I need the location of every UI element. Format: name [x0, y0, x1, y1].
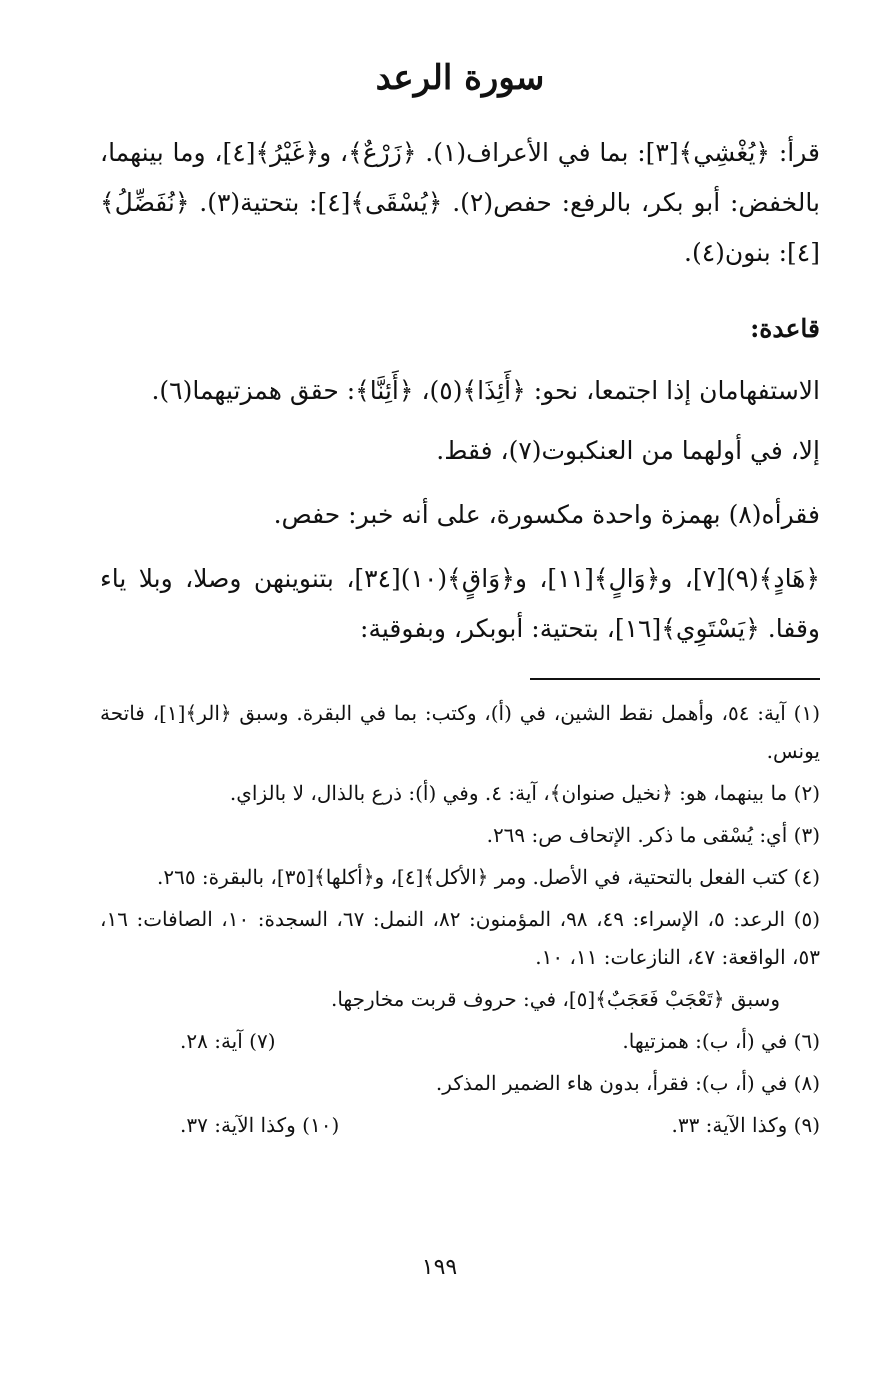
footnote-3: (٣) أي: يُسْقى ما ذكر. الإتحاف ص: ٢٦٩.: [486, 823, 820, 847]
page-number: ١٩٩: [421, 1255, 458, 1280]
footnote-2: (٢) ما بينهما، هو: ﴿نخيل صنوان﴾، آية: ٤. وفي (أ): ذرع بالذال، لا بالزاي.: [229, 781, 820, 805]
document-page: [100, 40, 820, 1370]
footnotes: [100, 694, 820, 1144]
paragraph-reading-hafs: فقرأه(٨) بهمزة واحدة مكسورة، على أنه خبر: حفص.: [273, 500, 820, 529]
footnote-10: (١٠) وكذا الآية: ٣٧.: [180, 1113, 340, 1137]
footnotes-9-10-row: [180, 1106, 820, 1144]
footnote-1: (١) آية: ٥٤، وأهمل نقط الشين، في (أ)، وكتب: بما في البقرة. وسبق ﴿الر﴾[١]، فاتحة يونس.: [100, 701, 820, 763]
footnote-divider: [530, 678, 820, 680]
rule-heading: قاعدة:: [750, 314, 820, 343]
footnote-5-continued: وسبق ﴿تَعْجَبْ فَعَجَبٌ﴾[٥]، في: حروف قربت مخارجها.: [330, 987, 780, 1011]
footnote-6: (٦) في (أ، ب): همزتيها.: [622, 1029, 820, 1053]
paragraph-readings: قرأ: ﴿يُغْشِي﴾[٣]: بما في الأعراف(١). ﴿زَرْعٌ﴾، و﴿غَيْرُ﴾[٤]، وما بينهما، بالخفض: أبو بكر، بالرفع: حفص(٢). ﴿يُسْقَى﴾[٤]: بتحتية(٣). ﴿نُفَضِّلُ﴾[٤]: بنون(٤).: [100, 138, 820, 267]
footnote-5: (٥) الرعد: ٥، الإسراء: ٤٩، ٩٨، المؤمنون: ٨٢، النمل: ٦٧، السجدة: ١٠، الصافات: ١٦، ٥٣، الواقعة: ٤٧، النازعات: ١١، ١٠.: [100, 907, 821, 969]
footnote-4: (٤) كتب الفعل بالتحتية، في الأصل. ومر ﴿الأكل﴾[٤]، و﴿أكلها﴾[٣٥]، بالبقرة: ٢٦٥.: [156, 865, 820, 889]
main-text: [100, 128, 820, 654]
footnote-9: (٩) وكذا الآية: ٣٣.: [671, 1113, 820, 1137]
footnotes-6-7-row: [180, 1022, 820, 1060]
footnote-8: (٨) في (أ، ب): فقرأ، بدون هاء الضمير المذكر.: [435, 1071, 820, 1095]
footnote-7: (٧) آية: ٢٨.: [180, 1029, 276, 1053]
paragraph-exception: إلا، في أولهما من العنكبوت(٧)، فقط.: [436, 436, 820, 465]
page-title: سورة الرعد: [375, 58, 545, 98]
paragraph-rule: الاستفهامان إذا اجتمعا، نحو: ﴿أَئِذَا﴾(٥)، ﴿أَئِنَّا﴾: حقق همزتيهما(٦).: [151, 376, 820, 405]
paragraph-tanween: ﴿هَادٍ﴾(٩)[٧]، و﴿وَالٍ﴾[١١]، و﴿وَاقٍ﴾(١٠)[٣٤]، بتنوينهن وصلا، وبلا ياء وقفا. ﴿يَسْتَوِي﴾[١٦]، بتحتية: أبوبكر، وبفوقية:: [100, 564, 821, 643]
